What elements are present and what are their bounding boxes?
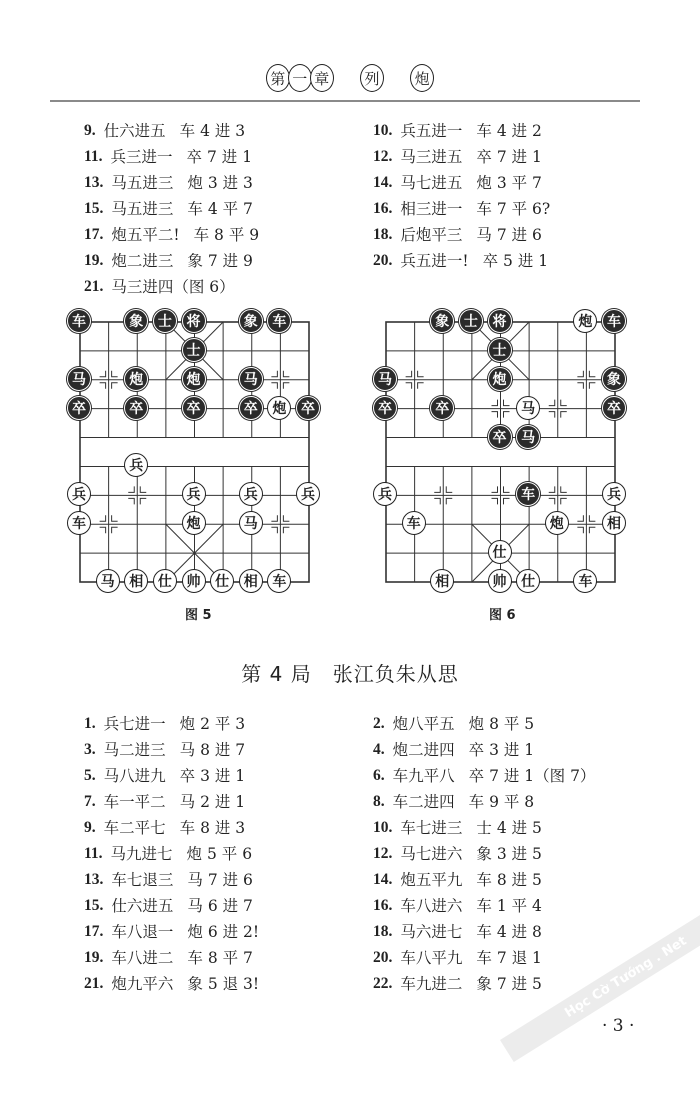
move-row xyxy=(373,945,595,971)
move-number: 20. xyxy=(373,949,393,966)
chapter-label xyxy=(267,64,333,92)
move-row xyxy=(84,815,259,841)
black-move: 车 8 平 7 xyxy=(187,949,253,967)
red-move: 炮五平九 xyxy=(400,871,463,889)
move-number: 7. xyxy=(84,793,96,810)
move-number: 9. xyxy=(84,819,96,836)
red-move: 车九进二 xyxy=(400,975,463,993)
black-move: 卒 5 进 1 xyxy=(482,252,549,270)
black-move: 卒 3 进 1 xyxy=(468,741,535,759)
move-number: 17. xyxy=(84,226,104,243)
move-row xyxy=(84,789,259,815)
move-number: 4. xyxy=(373,741,385,758)
move-number: 5. xyxy=(84,767,96,784)
move-row xyxy=(84,248,259,274)
black-move: 炮 5 平 6 xyxy=(186,845,253,863)
red-move: 马六进七 xyxy=(400,923,463,941)
move-number: 10. xyxy=(373,122,393,139)
black-move: 车 4 进 3 xyxy=(179,122,246,140)
move-row xyxy=(373,222,550,248)
red-move: 兵五进一! xyxy=(400,252,469,270)
move-row xyxy=(373,789,595,815)
move-number: 16. xyxy=(373,200,393,217)
black-move: 马 7 进 6 xyxy=(187,871,253,889)
move-row xyxy=(373,815,595,841)
black-piece: 马 xyxy=(239,367,263,391)
black-piece: 士 xyxy=(182,338,206,362)
move-row xyxy=(373,118,550,144)
chapter-title-char: 列 xyxy=(360,64,384,92)
red-move: 炮五平二! xyxy=(111,226,180,244)
move-number: 21. xyxy=(84,975,104,992)
red-piece: 兵 xyxy=(602,482,626,506)
header-rule xyxy=(50,100,640,102)
black-piece: 卒 xyxy=(430,396,454,420)
red-piece: 兵 xyxy=(239,482,263,506)
black-move: 车 4 进 8 xyxy=(476,923,542,941)
move-row xyxy=(84,893,259,919)
move-row xyxy=(84,711,259,737)
black-piece: 士 xyxy=(459,309,483,333)
move-number: 14. xyxy=(373,871,393,888)
red-move: 马五进三 xyxy=(111,200,174,218)
red-piece: 兵 xyxy=(296,482,320,506)
red-piece: 炮 xyxy=(573,309,597,333)
black-move: 车 7 平 6? xyxy=(476,200,551,218)
move-row xyxy=(373,144,550,170)
move-number: 18. xyxy=(373,226,393,243)
black-piece: 象 xyxy=(430,309,454,333)
red-move: 马三进四（图 6） xyxy=(111,278,235,296)
red-move: 车八退一 xyxy=(111,923,174,941)
move-row xyxy=(84,196,259,222)
red-piece: 仕 xyxy=(153,569,177,593)
move-number: 15. xyxy=(84,200,104,217)
red-piece: 炮 xyxy=(267,396,291,420)
red-move: 车八进二 xyxy=(111,949,174,967)
chapter-title-char: 炮 xyxy=(410,64,434,92)
chapter-char: 第 xyxy=(266,64,290,92)
move-number: 12. xyxy=(373,845,393,862)
black-piece: 卒 xyxy=(182,396,206,420)
move-number: 18. xyxy=(373,923,393,940)
black-piece: 象 xyxy=(602,367,626,391)
move-list-right xyxy=(373,118,550,274)
move-row xyxy=(84,274,259,300)
move-row xyxy=(84,945,259,971)
move-number: 6. xyxy=(373,767,385,784)
move-number: 8. xyxy=(373,793,385,810)
red-move: 后炮平三 xyxy=(400,226,463,244)
move-list-left xyxy=(84,118,259,300)
red-move: 车七退三 xyxy=(111,871,174,889)
black-piece: 马 xyxy=(67,367,91,391)
black-piece: 车 xyxy=(602,309,626,333)
red-move: 兵五进一 xyxy=(400,122,463,140)
move-row xyxy=(84,841,259,867)
chapter-char: 章 xyxy=(310,64,334,92)
red-piece: 车 xyxy=(67,511,91,535)
black-move: 车 8 进 3 xyxy=(179,819,246,837)
black-move: 象 3 进 5 xyxy=(476,845,542,863)
watermark: Học Cờ Tướng . Net xyxy=(500,892,700,1062)
black-move: 象 7 进 5 xyxy=(476,975,542,993)
red-move: 炮九平六 xyxy=(111,975,174,993)
black-move: 象 5 退 3! xyxy=(187,975,260,993)
red-piece: 马 xyxy=(239,511,263,535)
red-move: 兵三进一 xyxy=(110,148,173,166)
red-move: 马七进六 xyxy=(400,845,463,863)
black-piece: 车 xyxy=(516,482,540,506)
red-piece: 仕 xyxy=(516,569,540,593)
black-piece: 马 xyxy=(516,425,540,449)
move-row xyxy=(84,118,259,144)
red-move: 相三进一 xyxy=(400,200,463,218)
black-piece: 卒 xyxy=(239,396,263,420)
move-number: 14. xyxy=(373,174,393,191)
black-move: 炮 2 平 3 xyxy=(179,715,246,733)
red-move: 车八平九 xyxy=(400,949,463,967)
black-move: 马 8 进 7 xyxy=(179,741,246,759)
move-number: 2. xyxy=(373,715,385,732)
move-row xyxy=(373,711,595,737)
red-move: 车八进六 xyxy=(400,897,463,915)
move-row xyxy=(84,971,259,997)
move-row xyxy=(373,248,550,274)
move-row xyxy=(84,170,259,196)
red-piece: 车 xyxy=(402,511,426,535)
red-piece: 兵 xyxy=(124,453,148,477)
move-row xyxy=(373,971,595,997)
move-number: 15. xyxy=(84,897,104,914)
move-number: 9. xyxy=(84,122,96,139)
red-move: 车九平八 xyxy=(392,767,455,785)
move-row xyxy=(373,170,550,196)
black-move: 炮 8 平 5 xyxy=(468,715,535,733)
black-move: 车 8 平 9 xyxy=(193,226,260,244)
black-piece: 将 xyxy=(488,309,512,333)
red-move: 仕六进五 xyxy=(103,122,166,140)
move-number: 21. xyxy=(84,278,104,295)
black-piece: 车 xyxy=(67,309,91,333)
black-piece: 卒 xyxy=(602,396,626,420)
red-piece: 车 xyxy=(267,569,291,593)
figure-caption: 图 6 xyxy=(489,608,516,623)
move-number: 19. xyxy=(84,949,104,966)
red-piece: 帅 xyxy=(488,569,512,593)
move-number: 1. xyxy=(84,715,96,732)
red-move: 炮二进三 xyxy=(111,252,174,270)
red-piece: 车 xyxy=(573,569,597,593)
black-move: 马 2 进 1 xyxy=(179,793,246,811)
red-move: 炮二进四 xyxy=(392,741,455,759)
move-row xyxy=(373,867,595,893)
move-row xyxy=(373,763,595,789)
black-move: 卒 7 进 1 xyxy=(476,148,542,166)
red-piece: 炮 xyxy=(545,511,569,535)
move-row xyxy=(373,737,595,763)
move-number: 17. xyxy=(84,923,104,940)
move-number: 3. xyxy=(84,741,96,758)
move-number: 13. xyxy=(84,174,104,191)
black-move: 卒 3 进 1 xyxy=(179,767,246,785)
black-move: 炮 3 进 3 xyxy=(187,174,253,192)
black-piece: 士 xyxy=(153,309,177,333)
page-number: · 3 · xyxy=(602,1016,635,1036)
move-row xyxy=(84,737,259,763)
black-piece: 车 xyxy=(267,309,291,333)
red-move: 马五进三 xyxy=(111,174,174,192)
black-move: 车 4 进 2 xyxy=(476,122,542,140)
red-move: 车七进三 xyxy=(400,819,463,837)
black-move: 士 4 进 5 xyxy=(476,819,542,837)
game-moves-left xyxy=(84,711,259,997)
red-move: 炮八平五 xyxy=(392,715,455,733)
move-number: 20. xyxy=(373,252,393,269)
red-move: 仕六进五 xyxy=(111,897,174,915)
black-piece: 卒 xyxy=(373,396,397,420)
black-piece: 卒 xyxy=(488,425,512,449)
black-piece: 士 xyxy=(488,338,512,362)
black-move: 炮 3 平 7 xyxy=(476,174,542,192)
black-move: 象 7 进 9 xyxy=(187,252,253,270)
red-piece: 仕 xyxy=(210,569,234,593)
move-number: 22. xyxy=(373,975,393,992)
black-move: 车 1 平 4 xyxy=(476,897,542,915)
move-row xyxy=(84,144,259,170)
black-piece: 卒 xyxy=(296,396,320,420)
red-move: 马七进五 xyxy=(400,174,463,192)
black-move: 卒 7 进 1（图 7） xyxy=(468,767,596,785)
red-move: 车一平二 xyxy=(103,793,166,811)
red-piece: 马 xyxy=(96,569,120,593)
red-move: 马三进五 xyxy=(400,148,463,166)
black-piece: 炮 xyxy=(488,367,512,391)
black-move: 炮 6 进 2! xyxy=(187,923,260,941)
red-piece: 帅 xyxy=(182,569,206,593)
move-number: 13. xyxy=(84,871,104,888)
black-piece: 马 xyxy=(373,367,397,391)
move-row xyxy=(84,222,259,248)
black-move: 车 9 平 8 xyxy=(468,793,535,811)
red-piece: 相 xyxy=(239,569,263,593)
black-piece: 炮 xyxy=(124,367,148,391)
red-piece: 兵 xyxy=(182,482,206,506)
move-row xyxy=(84,867,259,893)
red-move: 马九进七 xyxy=(110,845,173,863)
black-move: 卒 7 进 1 xyxy=(186,148,253,166)
red-move: 车二进四 xyxy=(392,793,455,811)
red-move: 马二进三 xyxy=(103,741,166,759)
move-row xyxy=(84,763,259,789)
move-number: 11. xyxy=(84,845,103,862)
black-piece: 炮 xyxy=(182,367,206,391)
move-number: 11. xyxy=(84,148,103,165)
black-move: 马 6 进 7 xyxy=(187,897,253,915)
red-piece: 相 xyxy=(124,569,148,593)
black-piece: 象 xyxy=(239,309,263,333)
chapter-char: 一 xyxy=(288,64,312,92)
red-piece: 马 xyxy=(516,396,540,420)
black-piece: 将 xyxy=(182,309,206,333)
red-move: 兵七进一 xyxy=(103,715,166,733)
move-row xyxy=(373,196,550,222)
black-move: 马 7 进 6 xyxy=(476,226,542,244)
move-number: 19. xyxy=(84,252,104,269)
move-number: 10. xyxy=(373,819,393,836)
black-piece: 卒 xyxy=(124,396,148,420)
move-row xyxy=(373,893,595,919)
red-piece: 仕 xyxy=(488,540,512,564)
red-move: 车二平七 xyxy=(103,819,166,837)
move-number: 16. xyxy=(373,897,393,914)
red-piece: 炮 xyxy=(182,511,206,535)
move-row xyxy=(373,841,595,867)
game-title: 第 4 局 张江负朱从思 xyxy=(241,662,459,686)
red-piece: 兵 xyxy=(67,482,91,506)
figure-caption: 图 5 xyxy=(185,608,212,623)
red-piece: 相 xyxy=(430,569,454,593)
black-move: 车 7 退 1 xyxy=(476,949,542,967)
black-move: 车 4 平 7 xyxy=(187,200,253,218)
move-row xyxy=(373,919,595,945)
red-move: 马八进九 xyxy=(103,767,166,785)
black-move: 车 8 进 5 xyxy=(476,871,542,889)
red-piece: 兵 xyxy=(373,482,397,506)
game-moves-right xyxy=(373,711,595,997)
black-piece: 象 xyxy=(124,309,148,333)
chapter-header xyxy=(0,64,700,92)
black-piece: 卒 xyxy=(67,396,91,420)
move-number: 12. xyxy=(373,148,393,165)
move-row xyxy=(84,919,259,945)
red-piece: 相 xyxy=(602,511,626,535)
